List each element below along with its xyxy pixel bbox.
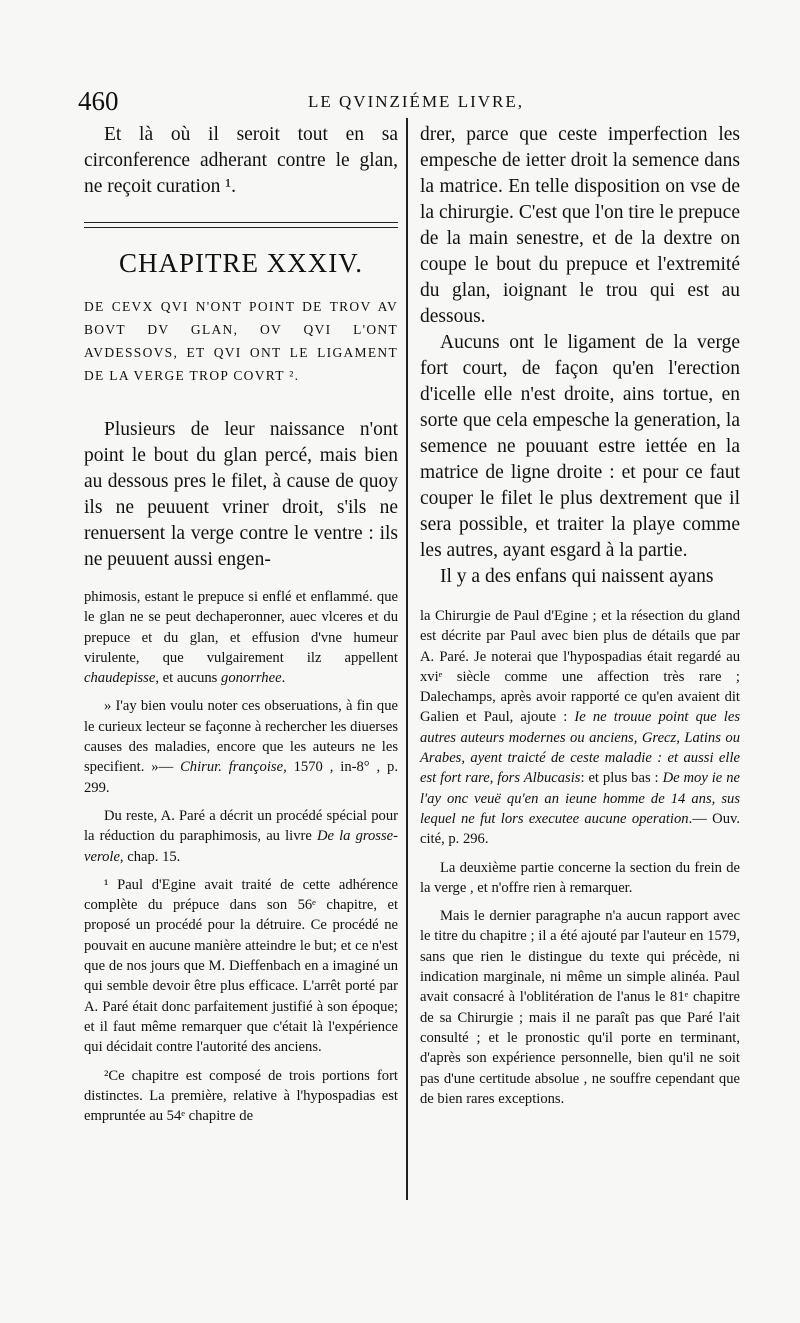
paragraph-continuation: Et là où il seroit tout en sa circonference adherant contre le glan, ne reçoit curation ¹. (84, 124, 398, 197)
left-column (84, 122, 398, 1126)
column-divider (406, 118, 408, 1200)
right-column (420, 122, 740, 1109)
body-paragraph-1: drer, parce que ceste imperfection les empesche de ietter droit la semence dans la matrice. En telle disposition on vse de la chirurgie. C'est que l'on tire le prepuce de la main senestre, et de la dextre on coupe le bout du prepuce et l'extremité du glan, ioignant le trou qui est au dessous. (420, 124, 740, 327)
footnote-2-continuation: la Chirurgie de Paul d'Egine ; et la résection du gland est décrite par Paul avec bien plus de détails que par A. Paré. Je noterai que l'hypospadias était regardé au xviᵉ siècle comme une affection très rare ; Dalechamps, après avoir rapporté ce qu'en avaient dit Galien et Paul, ajoute : Ie ne trouue point que les autres auteurs modernes ou anciens, Grecz, Latins ou Arabes, ayent traicté de ceste maladie : et aussi elle est fort rare, fors Albucasis: et plus bas : De moy ie ne l'ay onc veuë qu'en an ieune homme de 14 ans, sus lequel ne fut lors executee aucune operation.— Ouv. cité, p. 296. (420, 608, 741, 848)
body-paragraph-3: Il y a des enfans qui naissent ayans (440, 566, 714, 587)
chapter-subtitle: DE CEVX QVI N'ONT POINT DE TROV AV BOVT DV GLAN, OV QVI L'ONT AVDESSOVS, ET QVI ONT LE LIGAMENT DE LA VERGE TROP COVRT ². (84, 299, 398, 383)
body-paragraph: Plusieurs de leur naissance n'ont point le bout du glan percé, mais bien au dessous pres le filet, à cause de quoy ils ne peuuent vriner droit, s'ils ne renuersent la verge contre le ventre : ils ne peuuent aussi engen- (84, 419, 398, 570)
section-separator (84, 218, 398, 232)
footnote-1: ¹ Paul d'Egine avait traité de cette adhérence complète du prépuce dans son 56ᵉ chapitre, et proposé un procédé pour la détruire. Ce procédé ne pouvait en aucune manière atteindre le but; et ce n'est que de nos jours que M. Dieffenbach en a imaginé un qui semble devoir être plus efficace. L'arrêt porté par A. Paré était donc parfaitement justifié à son époque; et il faut même remarquer que c'était là l'expérience qui décidait contre l'autorité des anciens. (84, 876, 398, 1056)
footnote-paragraph-2: La deuxième partie concerne la section du frein de la verge , et n'offre rien à remarquer. (420, 859, 740, 896)
page-number: 460 (78, 86, 119, 116)
footnote-paragraph: Du reste, A. Paré a décrit un procédé spécial pour la réduction du paraphimosis, au livre De la grosse-verole, chap. 15. (84, 807, 399, 865)
body-paragraph-2: Aucuns ont le ligament de la verge fort court, de façon qu'en l'erection d'icelle elle n'est droite, ains tortue, en sorte que cela empesche la generation, la semence ne pouuant estre iettée en la matrice de ligne droite : et pour ce faut couper le filet le plus dextrement que il sera possible, et traiter la playe comme les autres, ayant esgard à la partie. (420, 332, 740, 561)
chapter-title: CHAPITRE XXXIV. (118, 248, 363, 278)
running-header (78, 86, 718, 116)
footnote-quote: » I'ay bien voulu noter ces obseruations, à fin que le curieux lecteur se façonne à rechercher les diuerses causes des maladies, encore que les auteurs ne les specifient. »— Chirur. françoise, 1570 , in-8° , p. 299. (84, 698, 399, 796)
footnote-2: ²Ce chapitre est composé de trois portions fort distinctes. La première, relative à l'hypospadias est empruntée au 54ᵉ chapitre de (84, 1067, 398, 1125)
footnote-continuation: phimosis, estant le prepuce si enflé et enflammé. que le glan ne se peut dechaperonner, auec vlceres et du prepuce et du glan, et effusion d'vne humeur virulente, que vulgairement ilz appellent chaudepisse, et aucuns gonorrhee. (84, 589, 398, 687)
footnote-paragraph-3: Mais le dernier paragraphe n'a aucun rapport avec le titre du chapitre ; il a été ajouté par l'auteur en 1579, sans que rien le distingue du texte qui précède, ni indication marginale, ni même un simple alinéa. Paul avait consacré à l'oblitération de l'anus le 81ᵉ chapitre de sa Chirurgie ; mais il ne paraît pas que Paré l'ait consulté ; et le pronostic qu'il porte en terminant, d'après son expérience personnelle, bien qu'il ne soit pas d'une certitude absolue , ne souffre cependant que de bien rares exceptions. (420, 908, 740, 1107)
running-title: LE QVINZIÉME LIVRE, (308, 92, 524, 111)
